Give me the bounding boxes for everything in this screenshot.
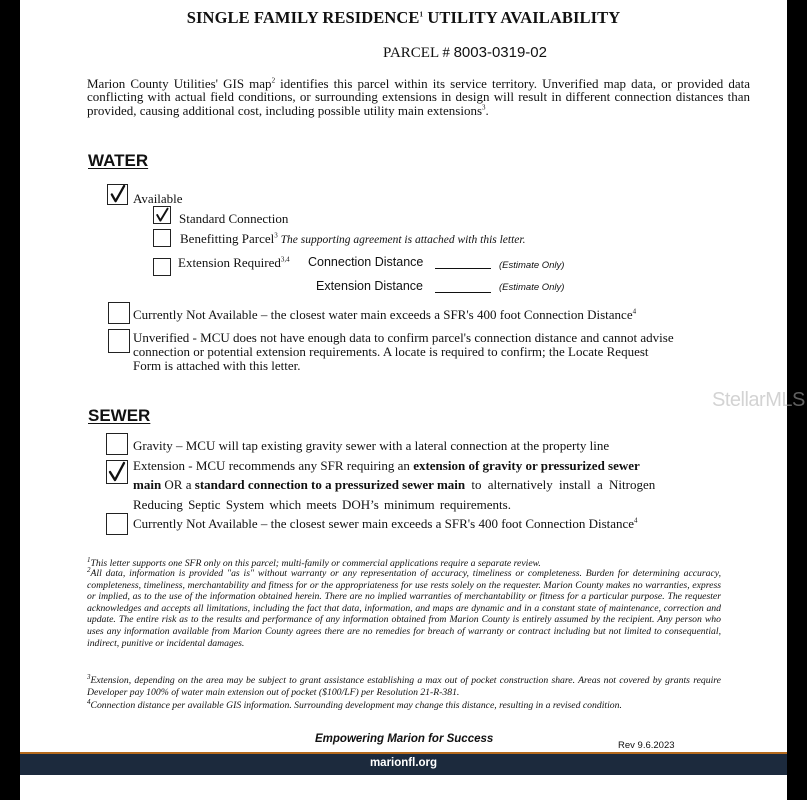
sewer-extension-line1: Extension - MCU recommends any SFR requiring an extension of gravity or pressurized sewer: [133, 458, 640, 473]
sewer-heading: SEWER: [88, 406, 151, 425]
extension-distance-input[interactable]: [435, 280, 491, 298]
water-not-available-label: Currently Not Available – the closest water main exceeds a SFR's 400 foot Connection Distance$^4$: [133, 307, 637, 322]
water-unverified-line3: Form is attached with this letter.: [133, 358, 301, 373]
sewer-gravity-label: Gravity – MCU will tap existing gravity sewer with a lateral connection at the property line: [133, 438, 610, 453]
connection-distance-label: Connection Distance: [308, 255, 424, 269]
footnote-3: $^3$Extension, depending on the area may be subject to grant assistance establishing a max out of pocket construction share. Areas not covered by grants require Developer pay 100% of water main extension out of pocket ($100/LF) per Resolution 21-R-381.: [87, 672, 721, 698]
water-available-label: Available: [133, 191, 183, 206]
water-unverified-line2: connection or potential extension requirements. A locate is required to confirm; the Locate Request: [133, 344, 649, 359]
extension-distance-label: Extension Distance: [316, 279, 424, 293]
water-benefitting-label: Benefitting Parcel: [180, 231, 275, 246]
footer-slogan: Empowering Marion for Success: [315, 733, 494, 745]
sewer-extension-checkbox[interactable]: [106, 460, 128, 484]
check-icon: [154, 207, 170, 223]
check-icon: [107, 461, 127, 483]
footnote-1: $^1$This letter supports one SFR only on this parcel; multi-family or commercial applications require a separate review.: [87, 555, 541, 569]
water-standard-checkbox[interactable]: [153, 206, 171, 224]
water-not-available-checkbox[interactable]: [108, 302, 130, 324]
water-heading: WATER: [88, 151, 149, 170]
connection-distance-input[interactable]: [435, 256, 491, 274]
footnote-2: $^2$All data, information is provided "as is" without warranty or any representation of accuracy, timeliness or completeness. Burden for determining accuracy, completeness, timeliness, merchantability and fitness for or the appropriateness for use rests solely on the requester. Marion County makes no warranties, express or implied, as to the use of the information obtained herein. There are no implied warranties of merchantability or fitness for a particular purpose. The requester acknowledges and accepts all limitations, including the fact that data, information, and maps are dynamic and in a constant state of maintenance, correction and update. The entire risk as to the results and performance of any information obtained from Marion County is entirely assumed by the recipient. Any person who uses any information available from Marion County agrees there are no remedies for breach of warranty or contract including but not limited to consequential, indirect, punitive or incidental damages.: [87, 565, 721, 649]
water-benefitting-line: Benefitting Parcel$^3$ The supporting agreement is attached with this letter.: [180, 231, 526, 246]
sewer-gravity-checkbox[interactable]: [106, 433, 128, 455]
watermark: StellarMLS: [712, 389, 805, 411]
connection-estimate-label: (Estimate Only): [499, 260, 565, 271]
water-benefitting-note: The supporting agreement is attached with this letter.: [277, 234, 526, 246]
revision-label: Rev 9.6.2023: [618, 740, 675, 751]
sewer-extension-line2: main OR a standard connection to a pressurized sewer main to alternatively install a Nitrogen: [133, 477, 656, 492]
sewer-not-available-checkbox[interactable]: [106, 513, 128, 535]
document-title: SINGLE FAMILY RESIDENCE$^1$ UTILITY AVAILABILITY: [186, 8, 621, 27]
intro-paragraph: Marion County Utilities' GIS map$^2$ identifies this parcel within its service territory. Unverified map data, or provided data conflicting with actual field conditions, or surrounding extensions in design will result in different connection distances than provided, causing additional cost, including possible utility main extensions$^3$.: [87, 76, 750, 118]
document-page: [20, 0, 805, 800]
water-extension-checkbox[interactable]: [153, 258, 171, 276]
footnote-4: $^4$Connection distance per available GIS information. Surrounding development may change this distance, resulting in a revised condition.: [87, 697, 622, 711]
check-icon: [108, 185, 127, 204]
water-available-checkbox[interactable]: [107, 184, 128, 205]
sewer-extension-line3: Reducing Septic System which meets DOH’s minimum requirements.: [133, 497, 511, 512]
water-standard-label: Standard Connection: [179, 211, 289, 226]
parcel-label: PARCEL #: [383, 45, 454, 61]
sewer-not-available-label: Currently Not Available – the closest sewer main exceeds a SFR's 400 foot Connection Distance$^4$: [133, 516, 638, 531]
water-unverified-line1: Unverified - MCU does not have enough data to confirm parcel's connection distance and cannot advise: [133, 330, 674, 345]
water-benefitting-checkbox[interactable]: [153, 229, 171, 247]
water-extension-label: Extension Required$^{3,4}$: [178, 255, 290, 270]
extension-estimate-label: (Estimate Only): [499, 282, 565, 293]
water-unverified-checkbox[interactable]: [108, 329, 130, 353]
parcel-number: 8003-0319-02: [453, 44, 547, 61]
footer-url[interactable]: marionfl.org: [369, 757, 438, 769]
parcel-line: [383, 44, 547, 62]
